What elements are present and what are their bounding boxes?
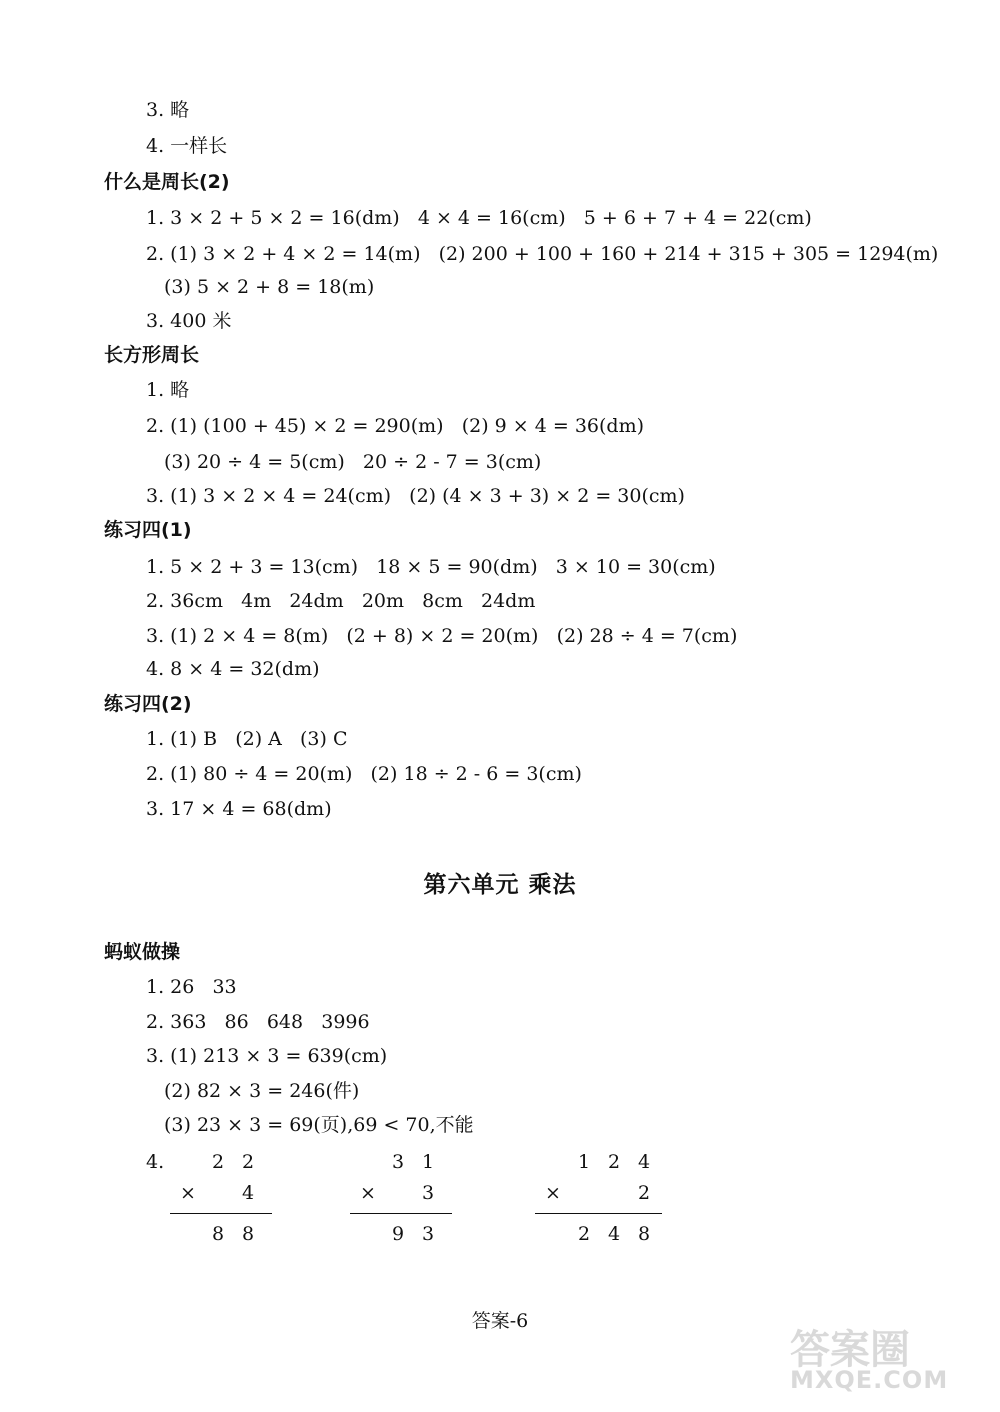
multiplicand-digit: 2 bbox=[241, 1151, 255, 1173]
answer-line: 2. 363 86 648 3996 bbox=[146, 1011, 370, 1033]
multiplicand-digit: 3 bbox=[391, 1151, 405, 1173]
answer-line: 1. 3 × 2 + 5 × 2 = 16(dm) 4 × 4 = 16(cm) 5 + 6 + 7 + 4 = 22(cm) bbox=[146, 207, 812, 229]
multiplier-digit: 4 bbox=[241, 1182, 255, 1204]
answer-subline: (2) 82 × 3 = 246(件) bbox=[164, 1080, 360, 1102]
answer-line: 1. (1) B (2) A (3) C bbox=[146, 728, 348, 750]
product-digit: 9 bbox=[391, 1223, 405, 1245]
result-rule bbox=[350, 1213, 452, 1214]
unit-title: 第六单元 乘法 bbox=[423, 872, 577, 898]
product-digit: 2 bbox=[577, 1223, 591, 1245]
multiplier-digit: 3 bbox=[421, 1182, 435, 1204]
answer-line: 2. (1) (100 + 45) × 2 = 290(m) (2) 9 × 4 = 36(dm) bbox=[146, 415, 645, 437]
product-digit: 8 bbox=[241, 1223, 255, 1245]
watermark-text: 答案圈 bbox=[790, 1327, 910, 1373]
section-heading: 练习四(2) bbox=[104, 693, 192, 715]
answer-line: 3. (1) 213 × 3 = 639(cm) bbox=[146, 1045, 388, 1067]
answer-line: 2. (1) 80 ÷ 4 = 20(m) (2) 18 ÷ 2 - 6 = 3(cm) bbox=[146, 763, 582, 785]
section-heading: 练习四(1) bbox=[104, 519, 192, 541]
result-rule bbox=[170, 1213, 272, 1214]
answer-line: 2. 36cm 4m 24dm 20m 8cm 24dm bbox=[146, 590, 536, 612]
times-sign: × bbox=[180, 1182, 196, 1204]
product-digit: 4 bbox=[607, 1223, 621, 1245]
page-footer: 答案-6 bbox=[471, 1310, 529, 1332]
answer-subline: (3) 5 × 2 + 8 = 18(m) bbox=[164, 276, 375, 298]
answer-line: 4. 一样长 bbox=[146, 135, 228, 157]
product-digit: 8 bbox=[211, 1223, 225, 1245]
times-sign: × bbox=[360, 1182, 376, 1204]
answer-subline: (3) 23 × 3 = 69(页),69 < 70,不能 bbox=[164, 1114, 474, 1136]
times-sign: × bbox=[545, 1182, 561, 1204]
multiplier-digit: 2 bbox=[637, 1182, 651, 1204]
answer-line: 3. 17 × 4 = 68(dm) bbox=[146, 798, 332, 820]
multiplicand-digit: 4 bbox=[637, 1151, 651, 1173]
multiplicand-digit: 1 bbox=[421, 1151, 435, 1173]
answer-line: 3. (1) 3 × 2 × 4 = 24(cm) (2) (4 × 3 + 3) × 2 = 30(cm) bbox=[146, 485, 685, 507]
watermark-logo bbox=[770, 1318, 980, 1402]
answer-line: 3. 400 米 bbox=[146, 310, 232, 332]
watermark-url: MXQE.COM bbox=[790, 1366, 949, 1394]
result-rule bbox=[535, 1213, 662, 1214]
answer-subline: (3) 20 ÷ 4 = 5(cm) 20 ÷ 2 - 7 = 3(cm) bbox=[164, 451, 542, 473]
section-heading: 长方形周长 bbox=[104, 344, 200, 366]
product-digit: 8 bbox=[637, 1223, 651, 1245]
section-heading: 蚂蚁做操 bbox=[104, 941, 181, 963]
answer-line: 3. (1) 2 × 4 = 8(m) (2 + 8) × 2 = 20(m) (2) 28 ÷ 4 = 7(cm) bbox=[146, 625, 738, 647]
multiplicand-digit: 2 bbox=[211, 1151, 225, 1173]
answer-line: 1. 26 33 bbox=[146, 976, 237, 998]
answer-line: 4. 8 × 4 = 32(dm) bbox=[146, 658, 320, 680]
multiplicand-digit: 1 bbox=[577, 1151, 591, 1173]
multiplicand-digit: 2 bbox=[607, 1151, 621, 1173]
answer-line: 2. (1) 3 × 2 + 4 × 2 = 14(m) (2) 200 + 100 + 160 + 214 + 315 + 305 = 1294(m) bbox=[146, 243, 939, 265]
product-digit: 3 bbox=[421, 1223, 435, 1245]
answer-line: 1. 略 bbox=[146, 379, 190, 401]
item-4-label: 4. bbox=[146, 1151, 165, 1173]
answer-line: 1. 5 × 2 + 3 = 13(cm) 18 × 5 = 90(dm) 3 × 10 = 30(cm) bbox=[146, 556, 716, 578]
answer-line: 3. 略 bbox=[146, 99, 190, 121]
section-heading: 什么是周长(2) bbox=[104, 171, 230, 193]
